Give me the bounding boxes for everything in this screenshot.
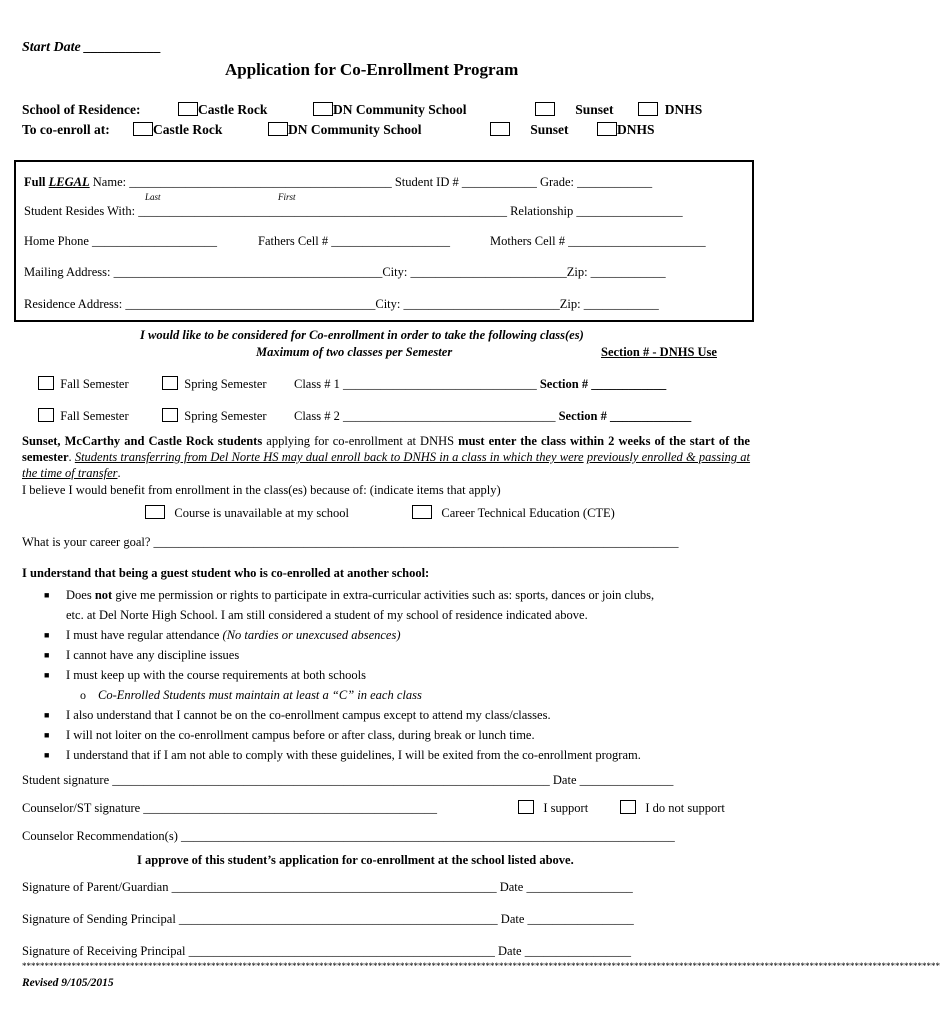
class2-field[interactable]: Class # 2 __________________________________ Section # _____________ [294, 409, 692, 423]
checkbox[interactable] [620, 800, 636, 814]
student-signature-field[interactable]: Student signature ______________________________________________________________________ Date _______________ [22, 773, 674, 787]
home-phone-field[interactable]: Home Phone ____________________ [24, 234, 218, 248]
support-option[interactable]: I support [518, 800, 588, 816]
checkbox[interactable] [178, 102, 198, 116]
divider-stars: ************************************************************************************************************************************************************************************************************ [22, 961, 940, 971]
rules-list [38, 585, 738, 765]
residence-address-field[interactable]: Residence Address: ________________________________________City: _________________________Zip: ____________ [24, 297, 659, 311]
residence-dn-community[interactable]: DN Community School [313, 102, 467, 118]
rule-item: ■ I must have regular attendance (No tardies or unexcused absences) [44, 628, 401, 642]
class1-field[interactable]: Class # 1 _______________________________ Section # ____________ [294, 377, 667, 391]
last-hint: Last [145, 192, 161, 202]
believe-text: I believe I would benefit from enrollment in the class(es) because of: (indicate items that apply) [22, 483, 501, 497]
sending-principal-signature-field[interactable]: Signature of Sending Principal ___________________________________________________ Date _________________ [22, 912, 634, 926]
mothers-cell-field[interactable]: Mothers Cell # ______________________ [490, 234, 706, 248]
class1-fall[interactable]: Fall Semester [38, 376, 129, 392]
classes-intro: I would like to be considered for Co-enrollment in order to take the following class(es) [140, 328, 584, 342]
approve-statement: I approve of this student’s application for co-enrollment at the school listed above. [137, 853, 574, 867]
checkbox[interactable] [145, 505, 165, 519]
checkbox[interactable] [162, 408, 178, 422]
coenroll-dn-community[interactable]: DN Community School [268, 122, 422, 138]
residence-sunset[interactable]: Sunset [535, 102, 614, 118]
reason-cte[interactable]: Career Technical Education (CTE) [412, 505, 615, 521]
checkbox[interactable] [638, 102, 658, 116]
rule-item: ■ I will not loiter on the co-enrollment campus before or after class, during break or lunch time. [44, 728, 535, 742]
rule-item: ■ I also understand that I cannot be on the co-enrollment campus except to attend my class/classes. [44, 708, 551, 722]
understand-heading: I understand that being a guest student who is co-enrolled at another school: [22, 566, 430, 580]
checkbox[interactable] [518, 800, 534, 814]
section-dnhs-use: Section # - DNHS Use [601, 345, 717, 359]
resides-with-field[interactable]: Student Resides With: ___________________________________________________________ Relationship _________________ [24, 204, 683, 218]
rule-subitem: o Co-Enrolled Students must maintain at least a “C” in each class [80, 688, 422, 702]
coenroll-label: To co-enroll at: [22, 122, 110, 137]
parent-signature-field[interactable]: Signature of Parent/Guardian ____________________________________________________ Date _________________ [22, 880, 633, 894]
legal-name-field[interactable]: Full LEGAL Name: __________________________________________ Student ID # ____________ Grade: ____________ [24, 175, 653, 189]
rule-item: ■ I cannot have any discipline issues [44, 648, 240, 662]
checkbox[interactable] [162, 376, 178, 390]
checkbox[interactable] [490, 122, 510, 136]
form-title: Application for Co-Enrollment Program [225, 60, 519, 79]
start-date[interactable]: Start Date ___________ [22, 40, 162, 55]
residence-castle-rock[interactable]: Castle Rock [178, 102, 267, 118]
checkbox[interactable] [412, 505, 432, 519]
career-goal-field[interactable]: What is your career goal? ____________________________________________________________________________________ [22, 535, 679, 549]
rule-item: ■ I understand that if I am not able to comply with these guidelines, I will be exited from the co-enrollment program. [44, 748, 641, 762]
checkbox[interactable] [38, 376, 54, 390]
class2-spring[interactable]: Spring Semester [162, 408, 267, 424]
coenroll-dnhs[interactable]: DNHS [597, 122, 655, 138]
first-hint: First [278, 192, 296, 202]
residence-label: School of Residence: [22, 102, 141, 117]
residence-dnhs[interactable]: DNHS [638, 102, 702, 118]
checkbox[interactable] [313, 102, 333, 116]
counselor-signature-field[interactable]: Counselor/ST signature _______________________________________________ [22, 801, 438, 815]
checkbox[interactable] [597, 122, 617, 136]
mailing-address-field[interactable]: Mailing Address: ___________________________________________City: _________________________Zip: ____________ [24, 265, 666, 279]
checkbox[interactable] [38, 408, 54, 422]
revised-date: Revised 9/105/2015 [22, 977, 114, 989]
class2-fall[interactable]: Fall Semester [38, 408, 129, 424]
fathers-cell-field[interactable]: Fathers Cell # ___________________ [258, 234, 451, 248]
not-support-option[interactable]: I do not support [620, 800, 725, 816]
rule-item: ■ Does not give me permission or rights to participate in extra-curricular activities such as: sports, dances or join clubs, etc. at Del Norte High School. I am still considered a student of my school of residence indicated above. [44, 588, 655, 622]
reason-unavailable[interactable]: Course is unavailable at my school [145, 505, 349, 521]
receiving-principal-signature-field[interactable]: Signature of Receiving Principal _________________________________________________ Date _________________ [22, 944, 631, 958]
notice-paragraph: Sunset, McCarthy and Castle Rock students applying for co-enrollment at DNHS must enter the class within 2 weeks of the start of the semester. Students transferring from Del Norte HS may dual enroll back to DNHS in a class in which they were previously enrolled & passing at the time of transfer. [22, 434, 751, 480]
coenroll-sunset[interactable]: Sunset [490, 122, 569, 138]
rule-item: ■ I must keep up with the course requirements at both schools [44, 668, 366, 682]
checkbox[interactable] [268, 122, 288, 136]
class1-spring[interactable]: Spring Semester [162, 376, 267, 392]
classes-max: Maximum of two classes per Semester [256, 345, 453, 359]
counselor-recommendation-field[interactable]: Counselor Recommendation(s) _______________________________________________________________________________ [22, 829, 675, 843]
checkbox[interactable] [535, 102, 555, 116]
legal-name-rest: Name: __________________________________________ Student ID # ____________ Grade: ____________ [89, 175, 653, 189]
checkbox[interactable] [133, 122, 153, 136]
coenroll-castle-rock[interactable]: Castle Rock [133, 122, 222, 138]
